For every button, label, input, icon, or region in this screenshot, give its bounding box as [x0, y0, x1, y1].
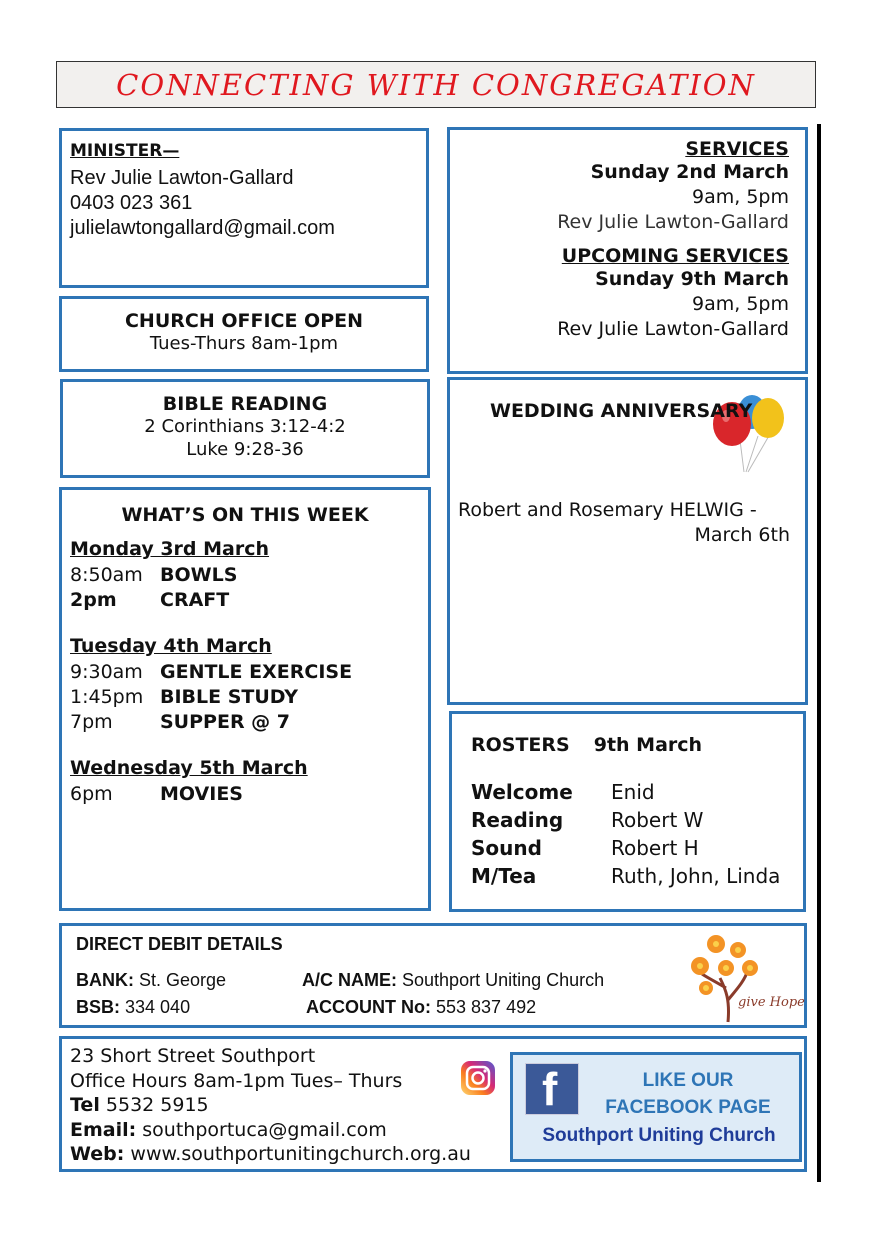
give-hope-logo — [686, 930, 805, 1026]
roster-role: Sound — [471, 836, 542, 860]
roster-role: Reading — [471, 808, 564, 832]
acname-label: A/C NAME: — [302, 970, 397, 990]
give-hope-text: give Hope — [738, 995, 805, 1010]
like-line-2: FACEBOOK PAGE — [605, 1097, 771, 1118]
office-title: CHURCH OFFICE OPEN — [124, 310, 364, 332]
whats-on-box — [59, 487, 431, 911]
email-value[interactable]: southportuca@gmail.com — [142, 1118, 387, 1141]
bible-reading-box — [60, 379, 430, 478]
vertical-rule — [817, 124, 821, 1182]
service-times: 9am, 5pm — [692, 186, 789, 208]
day-heading: Tuesday 4th March — [70, 635, 272, 657]
roster-row — [471, 862, 784, 890]
debit-row — [76, 967, 790, 994]
upcoming-services-title: UPCOMING SERVICES — [561, 245, 789, 267]
rosters-title — [471, 734, 784, 756]
event-name: BIBLE STUDY — [160, 686, 298, 708]
service-date: Sunday 2nd March — [590, 161, 789, 183]
event-name: MOVIES — [160, 783, 243, 805]
acname-value: Southport Uniting Church — [402, 970, 605, 990]
event-row — [70, 660, 420, 685]
bank-value: St. George — [139, 970, 227, 990]
upcoming-service-date: Sunday 9th March — [595, 268, 789, 290]
facebook-like-text — [583, 1067, 793, 1121]
event-row — [70, 782, 420, 807]
services-box — [447, 127, 808, 374]
office-box — [59, 296, 429, 372]
rosters-box — [449, 711, 806, 912]
bank-label: BANK: — [76, 970, 134, 990]
event-row — [70, 710, 420, 735]
bible-reading-2: Luke 9:28-36 — [186, 439, 304, 460]
tel-value[interactable]: 5532 5915 — [105, 1094, 209, 1116]
instagram-icon[interactable] — [460, 1060, 496, 1096]
page-banner — [56, 61, 816, 108]
roster-person: Ruth, John, Linda — [611, 864, 781, 888]
like-line-1: LIKE OUR — [642, 1070, 734, 1091]
facebook-panel[interactable] — [510, 1052, 802, 1162]
wedding-couple: Robert and Rosemary HELWIG - — [458, 499, 757, 521]
roster-row — [471, 778, 784, 806]
roster-role: M/Tea — [471, 864, 537, 888]
direct-debit-box — [59, 923, 807, 1028]
account-value: 553 837 492 — [436, 997, 537, 1017]
event-time: 6pm — [70, 783, 113, 805]
roster-role: Welcome — [471, 780, 573, 804]
event-time: 9:30am — [70, 661, 143, 683]
bsb-value: 334 040 — [125, 997, 191, 1017]
event-name: GENTLE EXERCISE — [160, 661, 353, 683]
event-time: 7pm — [70, 711, 113, 733]
wedding-date: March 6th — [694, 524, 790, 546]
debit-row — [76, 994, 790, 1021]
event-row — [70, 685, 420, 710]
roster-person: Robert W — [611, 808, 704, 832]
upcoming-service-times: 9am, 5pm — [692, 293, 789, 315]
contact-office-hours: Office Hours 8am-1pm Tues– Thurs — [70, 1069, 403, 1092]
minister-name: Rev Julie Lawton-Gallard — [70, 167, 294, 189]
event-name: BOWLS — [160, 564, 238, 586]
event-time: 1:45pm — [70, 686, 144, 708]
tel-label: Tel — [70, 1094, 100, 1116]
services-title: SERVICES — [685, 138, 789, 160]
minister-box — [59, 128, 429, 288]
web-link[interactable]: www.southportunitingchurch.org.au — [130, 1143, 471, 1165]
web-label: Web: — [70, 1143, 125, 1165]
wedding-names — [458, 498, 790, 548]
upcoming-service-minister: Rev Julie Lawton-Gallard — [557, 318, 789, 340]
minister-phone[interactable]: 0403 023 361 — [70, 192, 193, 214]
office-hours: Tues-Thurs 8am-1pm — [149, 333, 339, 354]
account-label: ACCOUNT No: — [306, 997, 431, 1017]
roster-row — [471, 806, 784, 834]
facebook-church-name: Southport Uniting Church — [542, 1125, 776, 1146]
roster-person: Enid — [611, 780, 655, 804]
bible-title: BIBLE READING — [162, 393, 328, 415]
event-name: CRAFT — [160, 589, 230, 611]
roster-person: Robert H — [611, 836, 699, 860]
debit-title: DIRECT DEBIT DETAILS — [76, 934, 283, 954]
minister-email[interactable]: julielawtongallard@gmail.com — [70, 217, 335, 239]
email-label: Email: — [70, 1118, 137, 1141]
event-row — [70, 563, 420, 588]
event-time: 8:50am — [70, 564, 143, 586]
event-row — [70, 588, 420, 613]
wedding-title: WEDDING ANNIVERSARY — [490, 400, 753, 422]
banner-title: CONNECTING WITH CONGREGATION — [116, 67, 756, 102]
bible-reading-1: 2 Corinthians 3:12-4:2 — [144, 416, 346, 437]
day-heading: Monday 3rd March — [70, 538, 270, 560]
event-name: SUPPER @ 7 — [160, 711, 291, 733]
rosters-label: ROSTERS — [471, 734, 570, 756]
wedding-anniversary-box — [447, 377, 808, 705]
contact-address: 23 Short Street Southport — [70, 1045, 316, 1067]
minister-label: MINISTER— — [70, 141, 180, 161]
bsb-label: BSB: — [76, 997, 120, 1017]
service-minister: Rev Julie Lawton-Gallard — [557, 211, 789, 233]
rosters-date: 9th March — [593, 734, 703, 756]
roster-row — [471, 834, 784, 862]
day-heading: Wednesday 5th March — [70, 757, 308, 779]
facebook-icon[interactable]: f — [525, 1063, 579, 1115]
event-time: 2pm — [70, 589, 117, 611]
whats-on-title: WHAT’S ON THIS WEEK — [121, 504, 369, 526]
